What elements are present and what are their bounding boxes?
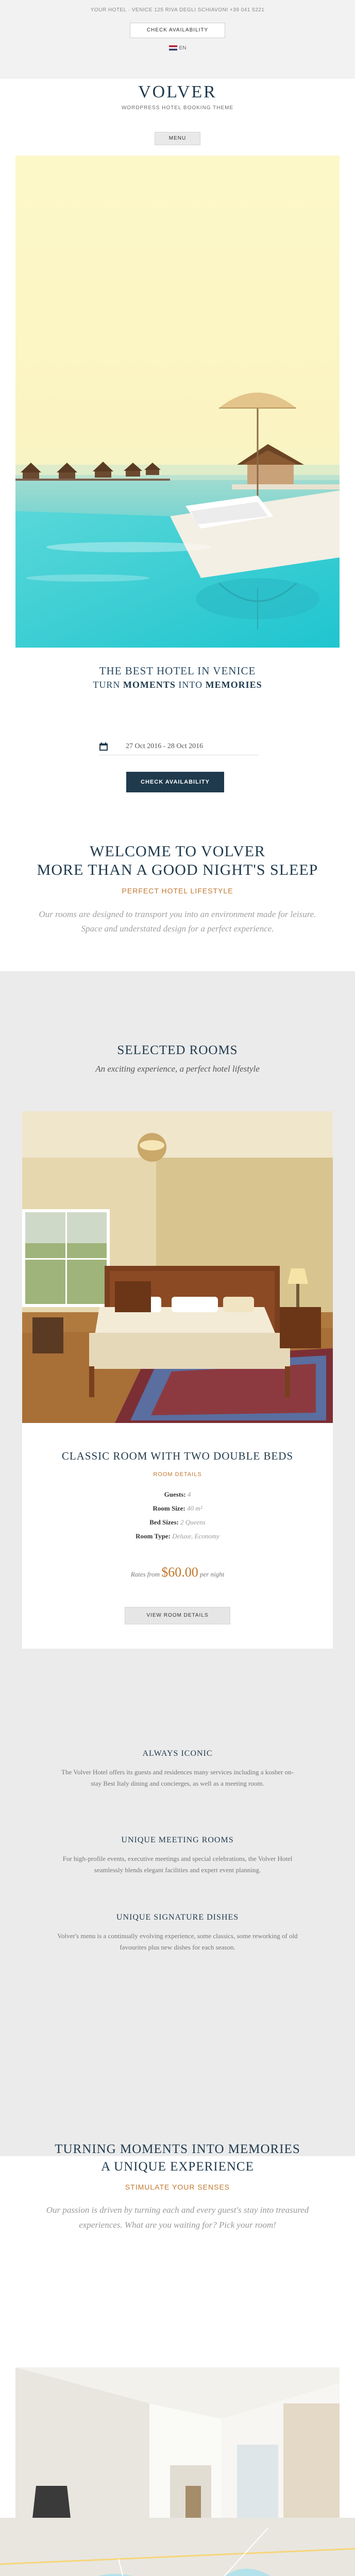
welcome-section xyxy=(0,842,355,976)
room-spec-guests xyxy=(22,1487,333,1501)
room-spec-size xyxy=(22,1501,333,1515)
feature-title: UNIQUE SIGNATURE DISHES xyxy=(116,1913,239,1922)
rooms-title: SELECTED ROOMS xyxy=(117,1043,238,1057)
feature-signature-dishes xyxy=(0,1913,355,1953)
room-name[interactable]: CLASSIC ROOM WITH TWO DOUBLE BEDS xyxy=(61,1450,294,1462)
intro-section xyxy=(0,665,355,742)
room-specs xyxy=(22,1487,333,1543)
room-spec-size-label: Room Size: xyxy=(153,1504,185,1512)
memories-subtitle: STIMULATE YOUR SENSES xyxy=(125,2183,230,2191)
booking-widget xyxy=(0,737,355,799)
price-from-label: Rates from xyxy=(130,1570,160,1578)
room-spec-beds xyxy=(22,1515,333,1529)
feature-description: Volver's menu is a continually evolving experience, some classics, some reworking of old favourites plus new dishes for each season. xyxy=(57,1932,298,1951)
check-availability-button[interactable]: CHECK AVAILABILITY xyxy=(126,772,224,792)
site-header xyxy=(0,78,355,156)
memories-title-line1: TURNING MOMENTS INTO MEMORIES xyxy=(55,2142,300,2156)
date-range-field[interactable] xyxy=(99,740,259,755)
intro-word-3: INTO xyxy=(175,680,206,690)
room-spec-type-value: Deluxe, Economy xyxy=(172,1532,219,1540)
intro-title: THE BEST HOTEL IN VENICE xyxy=(99,665,256,677)
bedroom-illustration xyxy=(22,1111,333,1423)
room-card xyxy=(22,1111,333,1649)
location-map[interactable] xyxy=(0,2518,355,2576)
flag-icon xyxy=(169,45,177,50)
site-logo[interactable]: VOLVER xyxy=(138,82,217,101)
feature-meeting-rooms xyxy=(0,1836,355,1876)
features-section xyxy=(0,1749,355,2156)
room-spec-beds-label: Bed Sizes: xyxy=(149,1518,179,1526)
rooms-section xyxy=(0,971,355,1749)
hero-resort-illustration xyxy=(15,156,340,648)
room-photo[interactable] xyxy=(22,1111,333,1423)
hero-image xyxy=(15,156,340,648)
feature-description: The Volver Hotel offers its guests and residences many services including a kosher on-stay Best Italy dining and concierges, as well as a meeting room. xyxy=(61,1768,294,1787)
price-amount: $60.00 xyxy=(161,1565,198,1580)
feature-title: UNIQUE MEETING ROOMS xyxy=(121,1836,234,1844)
welcome-title-line2: MORE THAN A GOOD NIGHT'S SLEEP xyxy=(37,861,318,878)
welcome-title-line1: WELCOME TO VOLVER xyxy=(90,843,265,860)
view-room-details-button[interactable]: VIEW ROOM DETAILS xyxy=(125,1607,230,1624)
welcome-body: Our rooms are designed to transport you into an environment made for leisure. Space and understated design for a perfect experience. xyxy=(39,909,316,934)
calendar-icon xyxy=(99,742,108,751)
intro-word-4: MEMORIES xyxy=(205,680,262,690)
intro-word-2: MOMENTS xyxy=(123,680,176,690)
welcome-subtitle: PERFECT HOTEL LIFESTYLE xyxy=(122,887,233,895)
intro-word-1: TURN xyxy=(93,680,123,690)
date-range-value: 27 Oct 2016 - 28 Oct 2016 xyxy=(126,742,204,750)
price-unit: per night xyxy=(199,1570,225,1578)
room-spec-beds-value: 2 Queens xyxy=(180,1518,206,1526)
feature-always-iconic xyxy=(0,1749,355,1789)
memories-title-line2: A UNIQUE EXPERIENCE xyxy=(101,2160,254,2174)
site-tagline: WORDPRESS HOTEL BOOKING THEME xyxy=(121,105,234,111)
top-notice: YOUR HOTEL · VENICE 125 RIVA DEGLI SCHIAVONI +39 041 5221 xyxy=(90,7,265,13)
room-spec-size-value: 40 m² xyxy=(187,1504,202,1512)
room-spec-guests-label: Guests: xyxy=(164,1490,186,1498)
feature-title: ALWAYS ICONIC xyxy=(142,1749,213,1758)
top-check-availability-button[interactable]: CHECK AVAILABILITY xyxy=(130,23,225,38)
room-spec-type-label: Room Type: xyxy=(136,1532,171,1540)
intro-subtitle xyxy=(0,680,355,690)
rooms-subtitle: An exciting experience, a perfect hotel lifestyle xyxy=(95,1064,260,1074)
room-spec-type xyxy=(22,1529,333,1543)
menu-button[interactable]: MENU xyxy=(155,132,200,145)
top-bar xyxy=(0,0,355,78)
room-tag: ROOM DETAILS xyxy=(153,1471,202,1478)
memories-body: Our passion is driven by turning each and every guest's stay into treasured experiences. What are you waiting for? Pick your room! xyxy=(46,2205,309,2230)
feature-description: For high-profile events, executive meetings and special celebrations, the Volver Hotel seamlessly blends elegant facilities and expert event planning. xyxy=(62,1855,293,1874)
room-spec-guests-value: 4 xyxy=(187,1490,191,1498)
language-label: EN xyxy=(179,45,187,51)
room-price xyxy=(22,1565,333,1580)
map-graphic xyxy=(0,2518,355,2576)
language-selector[interactable] xyxy=(0,45,355,51)
